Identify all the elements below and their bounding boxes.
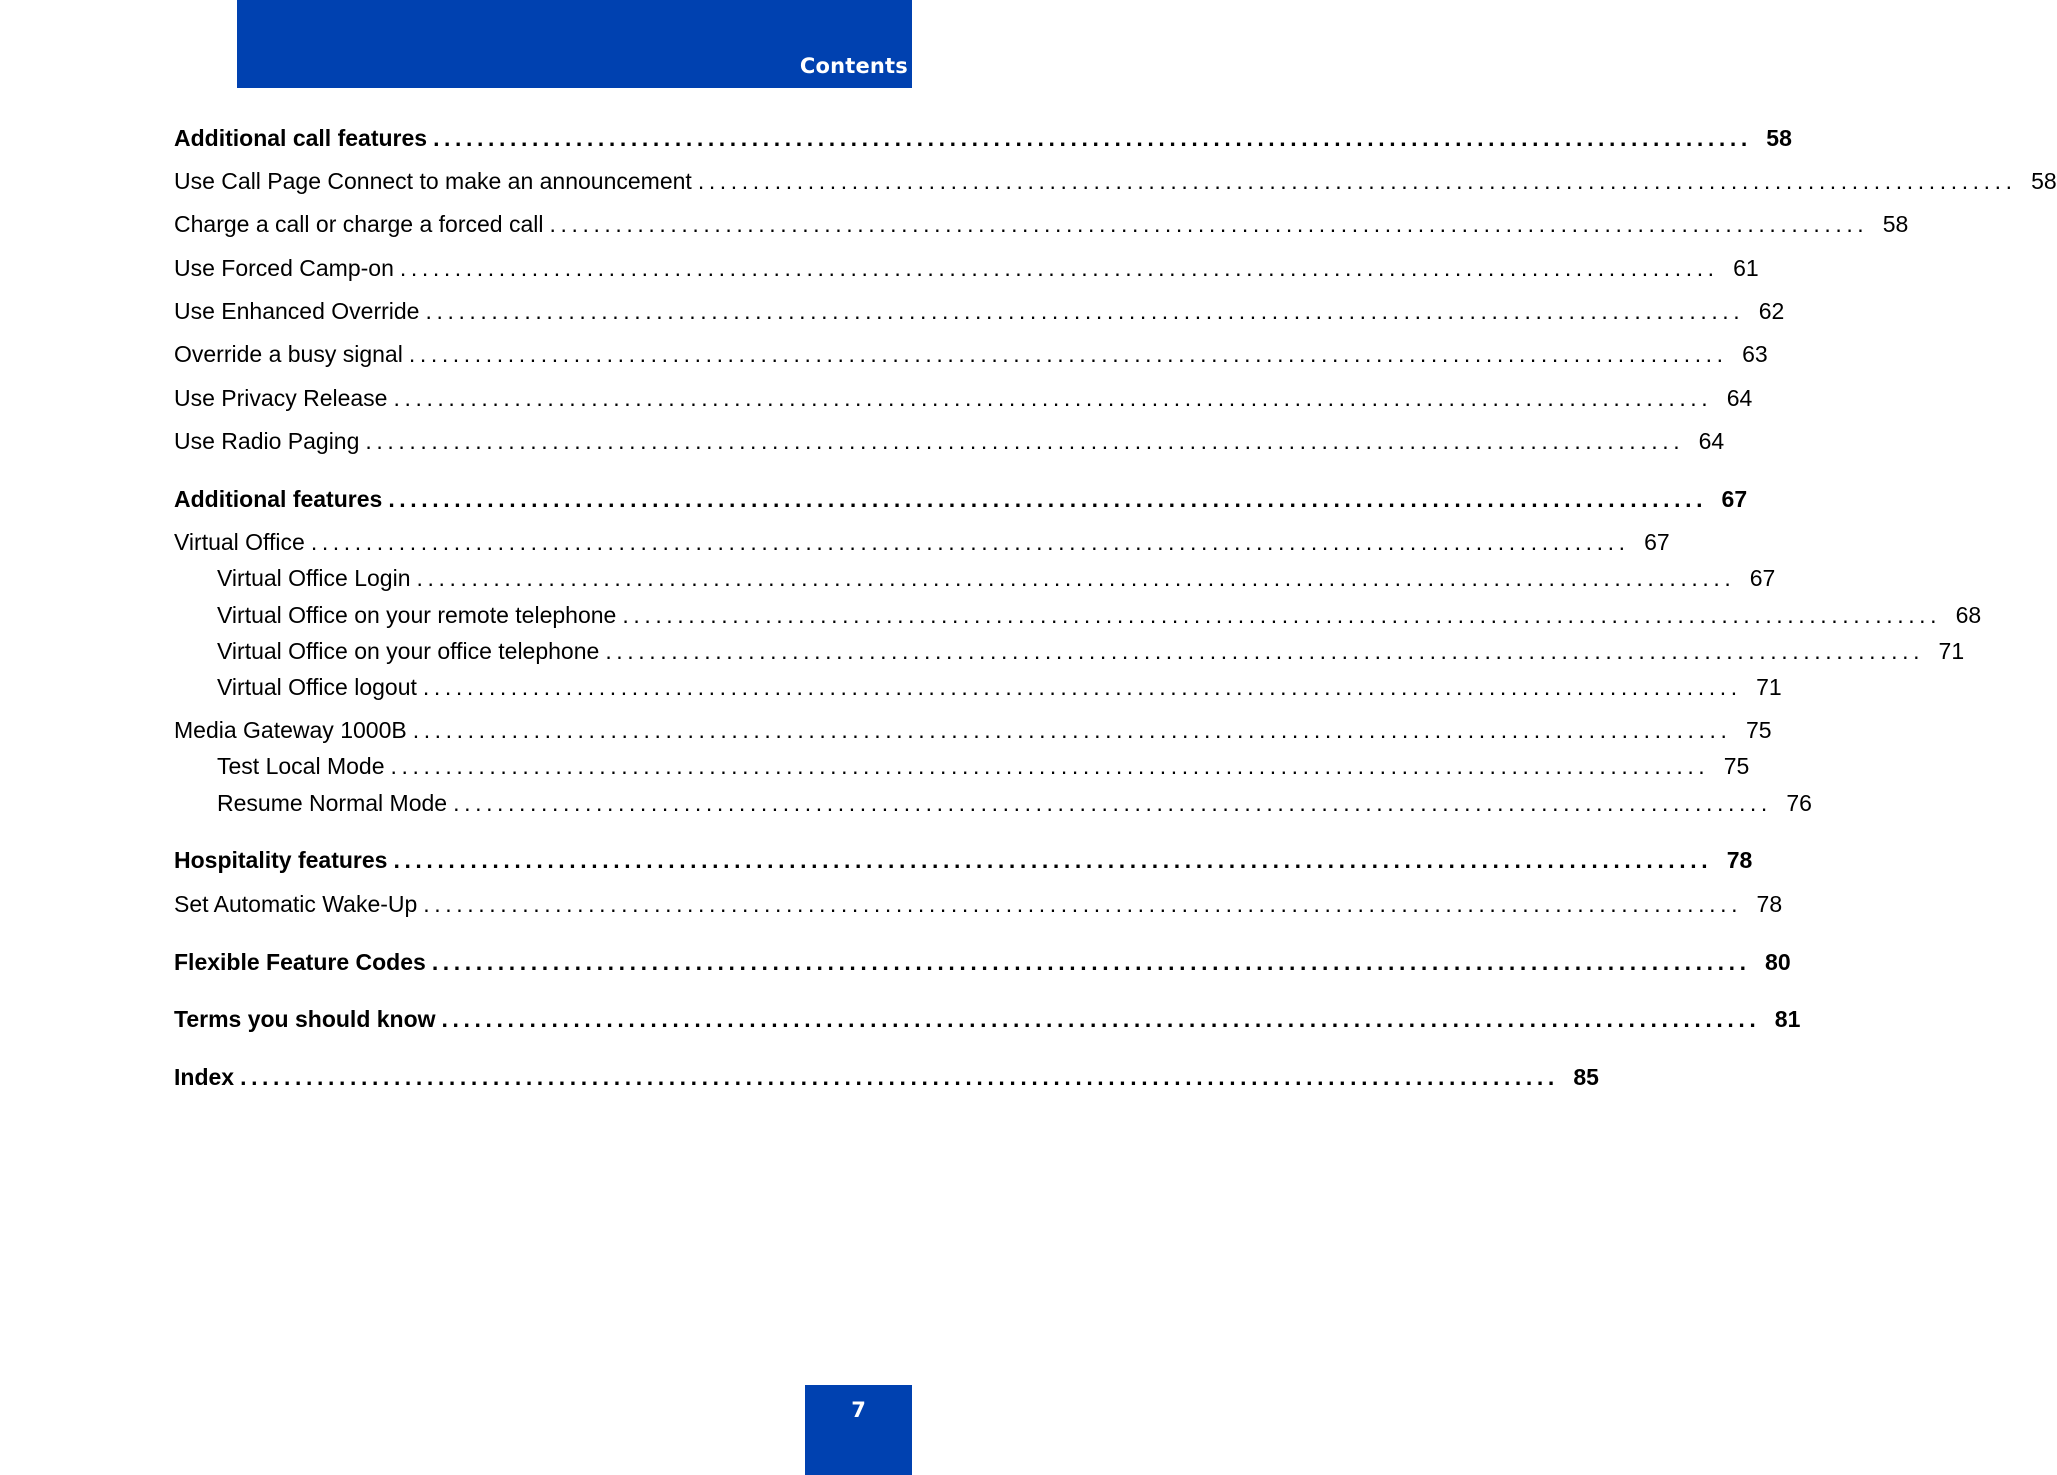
toc-entry-title: Use Call Page Connect to make an announcement — [174, 168, 692, 194]
toc-entry-page: 61 — [1733, 255, 1759, 281]
toc-entry[interactable] — [217, 636, 1965, 666]
toc-entry-title: Virtual Office on your remote telephone — [217, 602, 617, 628]
dot-leader: ........................................................................................................................ — [393, 385, 1713, 411]
toc-entry-title: Media Gateway 1000B — [174, 717, 407, 743]
toc-entry-page: 67 — [1644, 529, 1670, 555]
toc-entry-title: Virtual Office — [174, 529, 305, 555]
dot-leader: ........................................................................................................................ — [433, 125, 1752, 151]
toc-entry-page: 58 — [2031, 168, 2057, 194]
toc-entry[interactable] — [217, 751, 1750, 781]
dot-leader: ........................................................................................................................ — [441, 1006, 1761, 1032]
toc-entry-title: Index — [174, 1064, 235, 1090]
dot-leader: ........................................................................................................................ — [549, 211, 1869, 237]
toc-section-entry[interactable] — [174, 1062, 1599, 1092]
toc-entry-title: Resume Normal Mode — [217, 790, 448, 816]
toc-entry[interactable] — [217, 672, 1782, 702]
toc-section-entry[interactable] — [174, 1004, 1801, 1034]
toc-entry[interactable] — [174, 527, 1670, 557]
toc-entry-title: Set Automatic Wake-Up — [174, 891, 418, 917]
toc-entry[interactable] — [174, 426, 1725, 456]
toc-entry[interactable] — [174, 166, 2057, 196]
toc-entry-page: 67 — [1721, 486, 1748, 512]
toc-entry-title: Terms you should know — [174, 1006, 436, 1032]
toc-entry-title: Use Privacy Release — [174, 385, 388, 411]
toc-entry-page: 71 — [1938, 638, 1965, 664]
dot-leader: ........................................................................................................................ — [393, 847, 1713, 873]
dot-leader: ........................................................................................................................ — [422, 674, 1742, 700]
toc-entry-page: 63 — [1742, 341, 1768, 367]
toc-entry-page: 64 — [1698, 428, 1725, 454]
dot-leader: ........................................................................................................................ — [453, 790, 1772, 816]
toc-entry-title: Override a busy signal — [174, 341, 403, 367]
dot-leader: ........................................................................................................................ — [310, 529, 1630, 555]
dot-leader: ........................................................................................................................ — [240, 1064, 1559, 1090]
toc-entry-title: Virtual Office on your office telephone — [217, 638, 600, 664]
toc-entry-page: 75 — [1723, 753, 1750, 779]
toc-entry-title: Flexible Feature Codes — [174, 949, 426, 975]
toc-entry-title: Use Enhanced Override — [174, 298, 420, 324]
toc-entry[interactable] — [174, 296, 1785, 326]
toc-entry[interactable] — [174, 253, 1759, 283]
toc-entry-page: 58 — [1766, 125, 1792, 151]
toc-entry-page: 78 — [1756, 891, 1783, 917]
toc-entry-page: 68 — [1955, 602, 1982, 628]
toc-entry-title: Test Local Mode — [217, 753, 385, 779]
toc-entry-page: 71 — [1756, 674, 1782, 700]
header-title: Contents — [799, 54, 908, 78]
dot-leader: ........................................................................................................................ — [416, 565, 1736, 591]
toc-entry-page: 62 — [1758, 298, 1785, 324]
toc-entry-page: 64 — [1726, 385, 1753, 411]
toc-entry-page: 81 — [1774, 1006, 1801, 1032]
toc-entry-page: 80 — [1765, 949, 1791, 975]
toc-entry[interactable] — [217, 788, 1812, 818]
toc-entry-page: 75 — [1745, 717, 1772, 743]
dot-leader: ........................................................................................................................ — [697, 168, 2017, 194]
dot-leader: ........................................................................................................................ — [412, 717, 1732, 743]
toc-entry-title: Charge a call or charge a forced call — [174, 211, 544, 237]
dot-leader: ........................................................................................................................ — [423, 891, 1743, 917]
toc-entry-page: 85 — [1573, 1064, 1599, 1090]
dot-leader: ........................................................................................................................ — [390, 753, 1710, 779]
toc-entry-page: 67 — [1749, 565, 1776, 591]
toc-entry-title: Additional call features — [174, 125, 428, 151]
toc-entry-title: Virtual Office logout — [217, 674, 417, 700]
dot-leader: ........................................................................................................................ — [431, 949, 1751, 975]
dot-leader: ........................................................................................................................ — [408, 341, 1728, 367]
toc-entry-title: Use Radio Paging — [174, 428, 360, 454]
page-number: 7 — [851, 1398, 866, 1422]
toc-section-entry[interactable] — [174, 484, 1748, 514]
dot-leader: ........................................................................................................................ — [388, 486, 1708, 512]
toc-entry[interactable] — [174, 209, 1909, 239]
dot-leader: ........................................................................................................................ — [399, 255, 1719, 281]
dot-leader: ........................................................................................................................ — [425, 298, 1745, 324]
dot-leader: ........................................................................................................................ — [622, 602, 1942, 628]
toc-entry[interactable] — [174, 889, 1783, 919]
dot-leader: ........................................................................................................................ — [605, 638, 1925, 664]
toc-entry-title: Additional features — [174, 486, 383, 512]
toc-entry-title: Virtual Office Login — [217, 565, 411, 591]
toc-entry-title: Use Forced Camp-on — [174, 255, 394, 281]
toc-section-entry[interactable] — [174, 123, 1792, 153]
toc-entry[interactable] — [217, 600, 1982, 630]
toc-entry[interactable] — [174, 383, 1753, 413]
toc-entry[interactable] — [174, 339, 1768, 369]
toc-section-entry[interactable] — [174, 845, 1753, 875]
toc-section-entry[interactable] — [174, 947, 1791, 977]
toc-entry-page: 78 — [1726, 847, 1753, 873]
toc-entry-page: 76 — [1786, 790, 1812, 816]
toc-entry-page: 58 — [1882, 211, 1909, 237]
toc-entry-title: Hospitality features — [174, 847, 388, 873]
dot-leader: ........................................................................................................................ — [365, 428, 1685, 454]
toc-entry[interactable] — [217, 563, 1776, 593]
toc-entry[interactable] — [174, 715, 1772, 745]
